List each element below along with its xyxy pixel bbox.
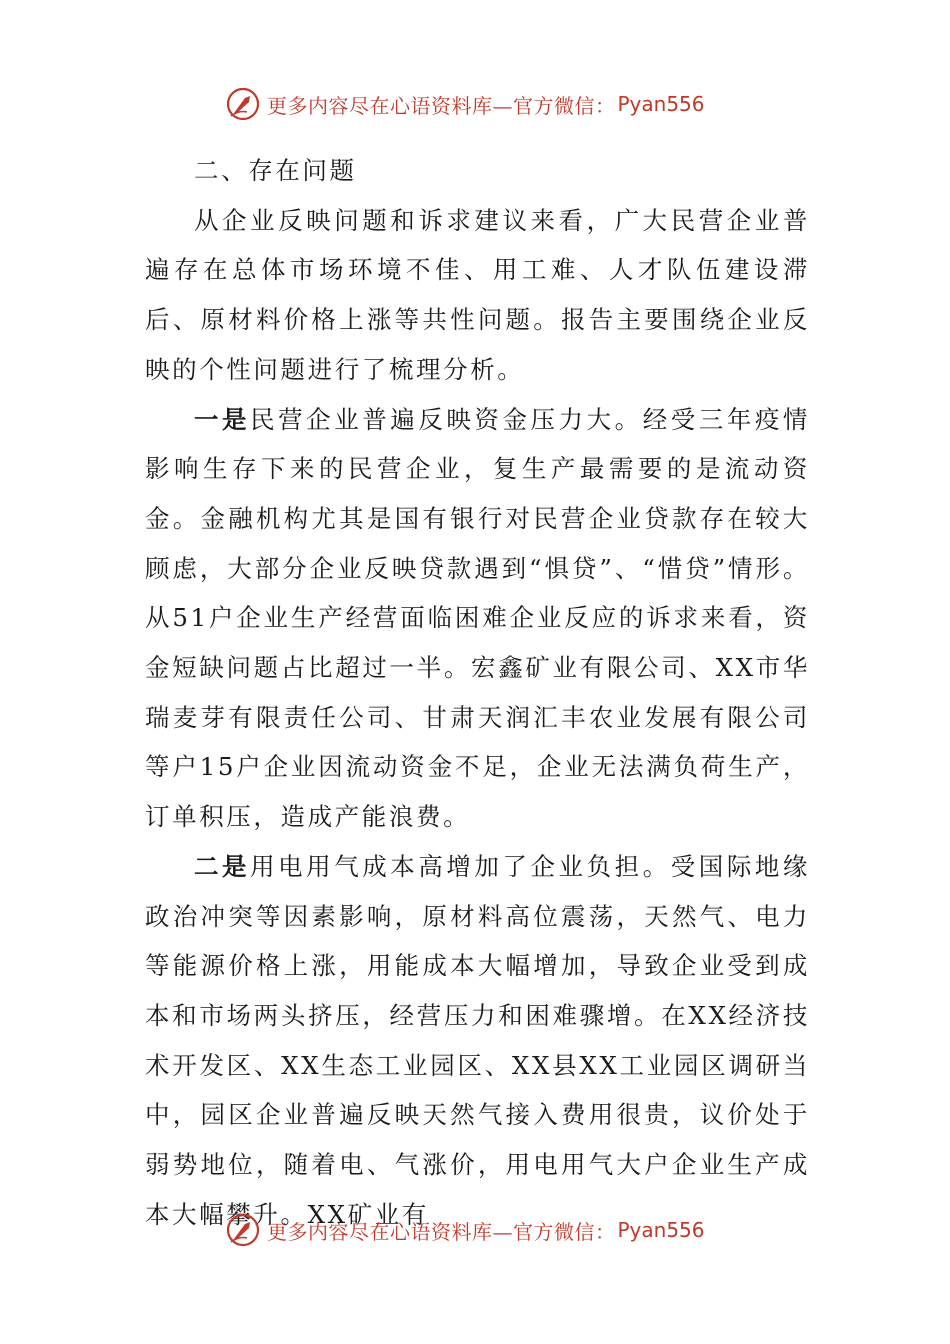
point-paragraph-2 — [145, 842, 810, 1240]
watermark-footer — [225, 1210, 745, 1250]
watermark-header — [225, 84, 745, 124]
pen-nib-icon — [225, 1212, 261, 1248]
watermark-wechat-id: Pyan556 — [617, 92, 705, 116]
watermark-wechat-id: Pyan556 — [617, 1218, 705, 1242]
watermark-text: 更多内容尽在心语资料库—官方微信： — [267, 93, 616, 118]
point-lead-1: 一是 — [194, 404, 251, 434]
pen-nib-icon — [225, 86, 261, 122]
point-lead-2: 二是 — [194, 851, 251, 881]
point-paragraph-1 — [145, 395, 810, 842]
document-body — [145, 146, 810, 1239]
section-heading: 二、存在问题 — [194, 156, 357, 185]
point-body-2: 用电用气成本高增加了企业负担。受国际地缘政治冲突等因素影响，原材料高位震荡，天然气、电力等能源价格上涨，用能成本大幅增加，导致企业受到成本和市场两头挤压，经营压力和困难骤增。在XX经济技术开发区、XX生态工业园区、XX县XX工业园区调研当中，园区企业普遍反映天然气接入费用很贵，议价处于弱势地位，随着电、气涨价，用电用气大户企业生产成本大幅攀升。XX矿业有 — [145, 851, 811, 1229]
intro-paragraph: 从企业反映问题和诉求建议来看，广大民营企业普遍存在总体市场环境不佳、用工难、人才队伍建设滞后、原材料价格上涨等共性问题。报告主要围绕企业反映的个性问题进行了梳理分析。 — [145, 205, 810, 384]
point-body-1: 民营企业普遍反映资金压力大。经受三年疫情影响生存下来的民营企业，复生产最需要的是流动资金。金融机构尤其是国有银行对民营企业贷款存在较大顾虑，大部分企业反映贷款遇到“惧贷”、“惜贷”情形。从51户企业生产经营面临困难企业反应的诉求来看，资金短缺问题占比超过一半。宏鑫矿业有限公司、XX市华瑞麦芽有限责任公司、甘肃天润汇丰农业发展有限公司等户15户企业因流动资金不足，企业无法满负荷生产，订单积压，造成产能浪费。 — [145, 404, 811, 832]
watermark-text: 更多内容尽在心语资料库—官方微信： — [267, 1219, 616, 1244]
